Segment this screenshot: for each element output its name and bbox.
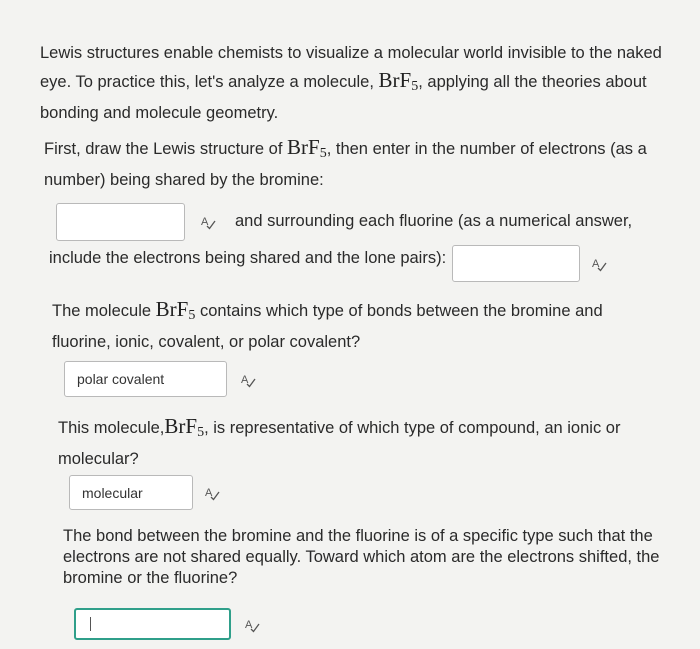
spellcheck-icon[interactable] <box>240 372 256 388</box>
formula-brf5: BrF$_5$ <box>155 297 196 323</box>
question-electron-shift: The bond between the bromine and the fluorine is of a specific type such that the electrons are not shared equally. Toward which atom are the electrons shifted, the bromine or the fluorine? <box>63 527 660 587</box>
formula-brf5: BrF$_5$ <box>378 68 419 94</box>
text-cursor <box>90 617 91 631</box>
spellcheck-icon[interactable] <box>591 256 607 272</box>
question-shared-electrons: First, draw the Lewis structure of BrF$_5$, then enter in the number of electrons (as a number) being shared by the bromine: <box>44 135 647 189</box>
svg-text:A: A <box>592 258 600 270</box>
fluorine-electrons-input[interactable] <box>452 245 580 282</box>
question-bond-type: The molecule BrF$_5$ contains which type of bonds between the bromine and fluorine, ionic, covalent, or polar covalent? <box>52 297 603 351</box>
spellcheck-icon[interactable] <box>244 617 260 633</box>
fluorine-electrons-prompt-line1: and surrounding each fluorine (as a numerical answer, <box>235 212 633 230</box>
fluorine-electrons-prompt-line2: include the electrons being shared and the lone pairs): <box>49 249 447 267</box>
spellcheck-icon[interactable] <box>200 214 216 230</box>
formula-brf5: BrF$_5$ <box>287 135 327 161</box>
electron-shift-answer-input[interactable] <box>74 608 231 640</box>
intro-line-2: eye. To practice this, let's analyze a molecule, BrF$_5$, applying all the theories about <box>40 68 647 94</box>
bond-type-answer-input[interactable]: polar covalent <box>64 361 227 397</box>
intro-line-1: Lewis structures enable chemists to visualize a molecular world invisible to the naked <box>40 44 662 62</box>
spellcheck-icon[interactable] <box>204 485 220 501</box>
svg-text:A: A <box>241 374 249 386</box>
compound-type-answer-input[interactable]: molecular <box>69 475 193 510</box>
svg-text:A: A <box>205 487 213 499</box>
bromine-shared-electrons-input[interactable] <box>56 203 185 241</box>
svg-text:A: A <box>245 619 253 631</box>
formula-brf5: BrF$_5$ <box>164 414 205 440</box>
intro-paragraph <box>40 40 690 127</box>
svg-text:A: A <box>201 216 209 228</box>
question-compound-type: This molecule,BrF$_5$, is representative of which type of compound, an ionic or molecular? <box>58 414 621 468</box>
intro-line-3: bonding and molecule geometry. <box>40 104 279 122</box>
